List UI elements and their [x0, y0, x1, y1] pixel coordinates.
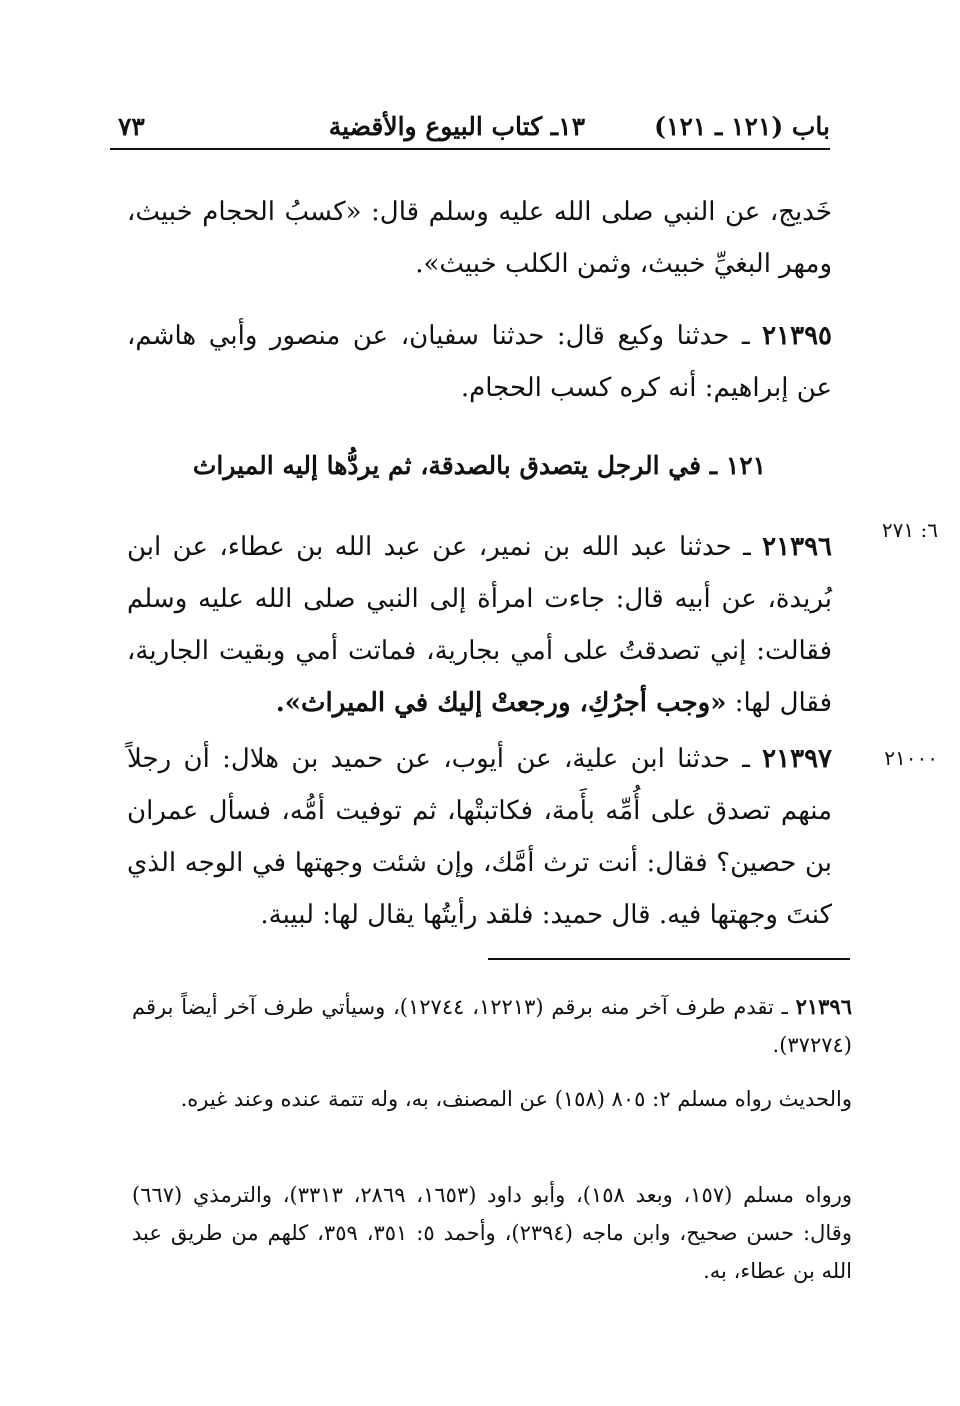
hadith-number: ٢١٣٩٦ [762, 532, 832, 562]
footnote-text: والحديث رواه مسلم ٢: ٨٠٥ (١٥٨) عن المصنف، به، وله تتمة عنده وعند غيره. [180, 1087, 852, 1111]
section-heading: ١٢١ ـ في الرجل يتصدق بالصدقة، ثم يردُّها إليه الميراث [192, 451, 767, 480]
footnote [132, 1080, 852, 1118]
hadith-21395 [127, 310, 832, 414]
footnote [132, 988, 852, 1064]
hadith-continuation [127, 186, 832, 290]
footnote-number: ٢١٣٩٦ [795, 994, 852, 1019]
hadith-text: ـ حدثنا عبد الله بن نمير، عن عبد الله بن عطاء، عن ابن بُريدة، عن أبيه قال: جاءت امرأة إلى النبي صلى الله عليه وسلم فقالت: إني تصدقتُ على أمي بجارية، فماتت أمي وبقيت الجارية، فقال لها: [127, 532, 832, 718]
margin-reference: ٦: ٢٧١ [881, 518, 938, 542]
page-number: ٧٣ [118, 112, 145, 141]
hadith-text: خَديج، عن النبي صلى الله عليه وسلم قال: «كسبُ الحجام خبيث، ومهر البغيِّ خبيث، وثمن الكلب خبيث». [127, 197, 832, 279]
footnote-separator [488, 958, 850, 960]
hadith-21396 [127, 521, 832, 729]
hadith-number: ٢١٣٩٥ [762, 321, 832, 351]
footnote-text: ورواه مسلم (١٥٧، وبعد ١٥٨)، وأبو داود (١٦٥٣، ٢٨٦٩، ٣٣١٣)، والترمذي (٦٦٧) وقال: حسن صحيح، وابن ماجه (٢٣٩٤)، وأحمد ٥: ٣٥١، ٣٥٩، كلهم من طريق عبد الله بن عطاء، به. [132, 1183, 853, 1283]
hadith-21397 [127, 733, 832, 941]
header-chapter: باب (١٢١ ـ ١٢١) [654, 112, 830, 141]
footnote-text: ـ تقدم طرف آخر منه برقم (١٢٢١٣، ١٢٧٤٤)، وسيأتي طرف آخر أيضاً برقم (٣٧٢٧٤). [132, 995, 852, 1057]
footnote [132, 1176, 852, 1290]
margin-reference: ٢١٠٠٠ [884, 746, 938, 770]
hadith-text: ـ حدثنا ابن علية، عن أيوب، عن حميد بن هلال: أن رجلاً منهم تصدق على أُمِّه بأَمة، فكاتبتْها، ثم توفيت أمُّه، فسأل عمران بن حصين؟ فقال: أنت ترث أمَّك، وإن شئت وجهتها في الوجه الذي كنتَ وجهتها فيه. قال حميد: فلقد رأيتُها يقال لها: لبيبة. [127, 744, 832, 930]
hadith-quote: «وجب أجرُكِ، ورجعتْ إليك في الميراث». [275, 688, 727, 718]
running-header [110, 108, 830, 150]
hadith-text: ـ حدثنا وكيع قال: حدثنا سفيان، عن منصور وأبي هاشم، عن إبراهيم: أنه كره كسب الحجام. [127, 321, 832, 403]
hadith-number: ٢١٣٩٧ [762, 744, 832, 774]
header-book-title: ١٣ـ كتاب البيوع والأقضية [328, 112, 585, 141]
